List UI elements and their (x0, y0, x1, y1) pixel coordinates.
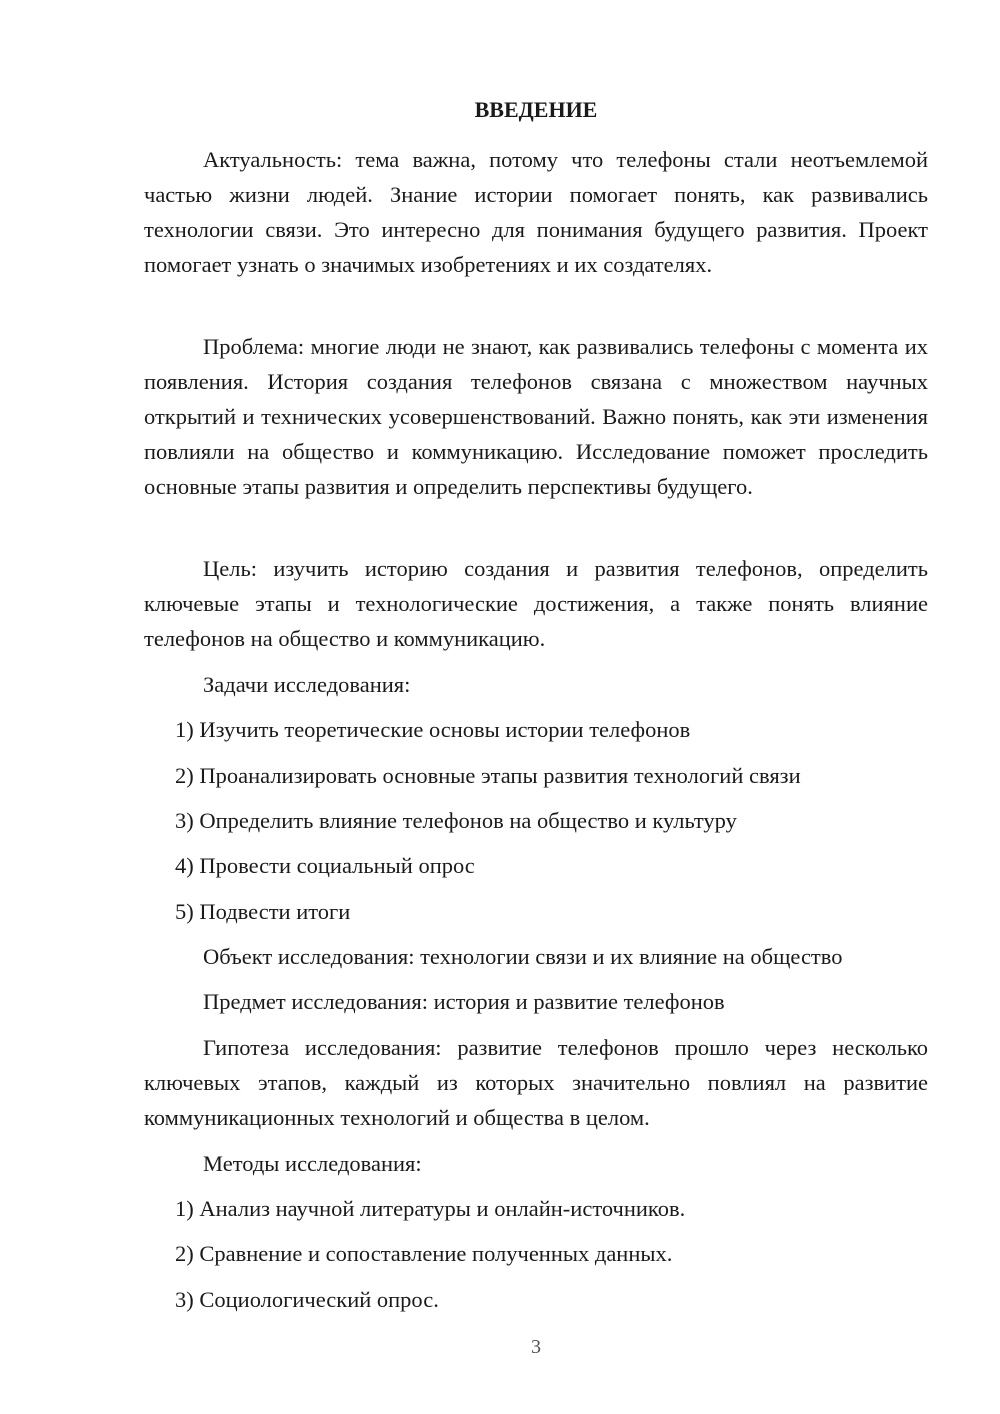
problem-paragraph: Проблема: многие люди не знают, как развивались телефоны с момента их появления. История создания телефонов связана с множеством научных открытий и технических усовершенствований. Важно понять, как эти изменения повлияли на общество и коммуникацию. Исследование поможет проследить основные этапы развития и определить перспективы будущего. (144, 334, 928, 499)
page-number: 3 (531, 1336, 541, 1358)
method-item: 3) Социологический опрос. (175, 1287, 439, 1312)
research-subject: Предмет исследования: история и развитие телефонов (203, 989, 725, 1014)
research-object: Объект исследования: технологии связи и их влияние на общество (203, 944, 843, 969)
hypothesis-paragraph: Гипотеза исследования: развитие телефонов прошло через несколько ключевых этапов, каждый из которых значительно повлиял на развитие коммуникационных технологий и общества в целом. (144, 1035, 928, 1130)
task-item: 5) Подвести итоги (175, 899, 351, 924)
task-item: 2) Проанализировать основные этапы развития технологий связи (175, 763, 801, 788)
section-heading: ВВЕДЕНИЕ (474, 97, 598, 122)
task-item: 4) Провести социальный опрос (175, 853, 475, 878)
tasks-title: Задачи исследования: (203, 672, 411, 697)
goal-paragraph: Цель: изучить историю создания и развития телефонов, определить ключевые этапы и технологические достижения, а также понять влияние телефонов на общество и коммуникацию. (144, 556, 928, 651)
method-item: 1) Анализ научной литературы и онлайн-источников. (175, 1196, 686, 1221)
method-item: 2) Сравнение и сопоставление полученных данных. (175, 1241, 673, 1266)
methods-title: Методы исследования: (203, 1151, 422, 1176)
task-item: 1) Изучить теоретические основы истории телефонов (175, 717, 691, 742)
relevance-paragraph: Актуальность: тема важна, потому что телефоны стали неотъемлемой частью жизни людей. Знание истории помогает понять, как развивались технологии связи. Это интересно для понимания будущего развития. Проект помогает узнать о значимых изобретениях и их создателях. (144, 147, 928, 277)
task-item: 3) Определить влияние телефонов на общество и культуру (175, 808, 737, 833)
